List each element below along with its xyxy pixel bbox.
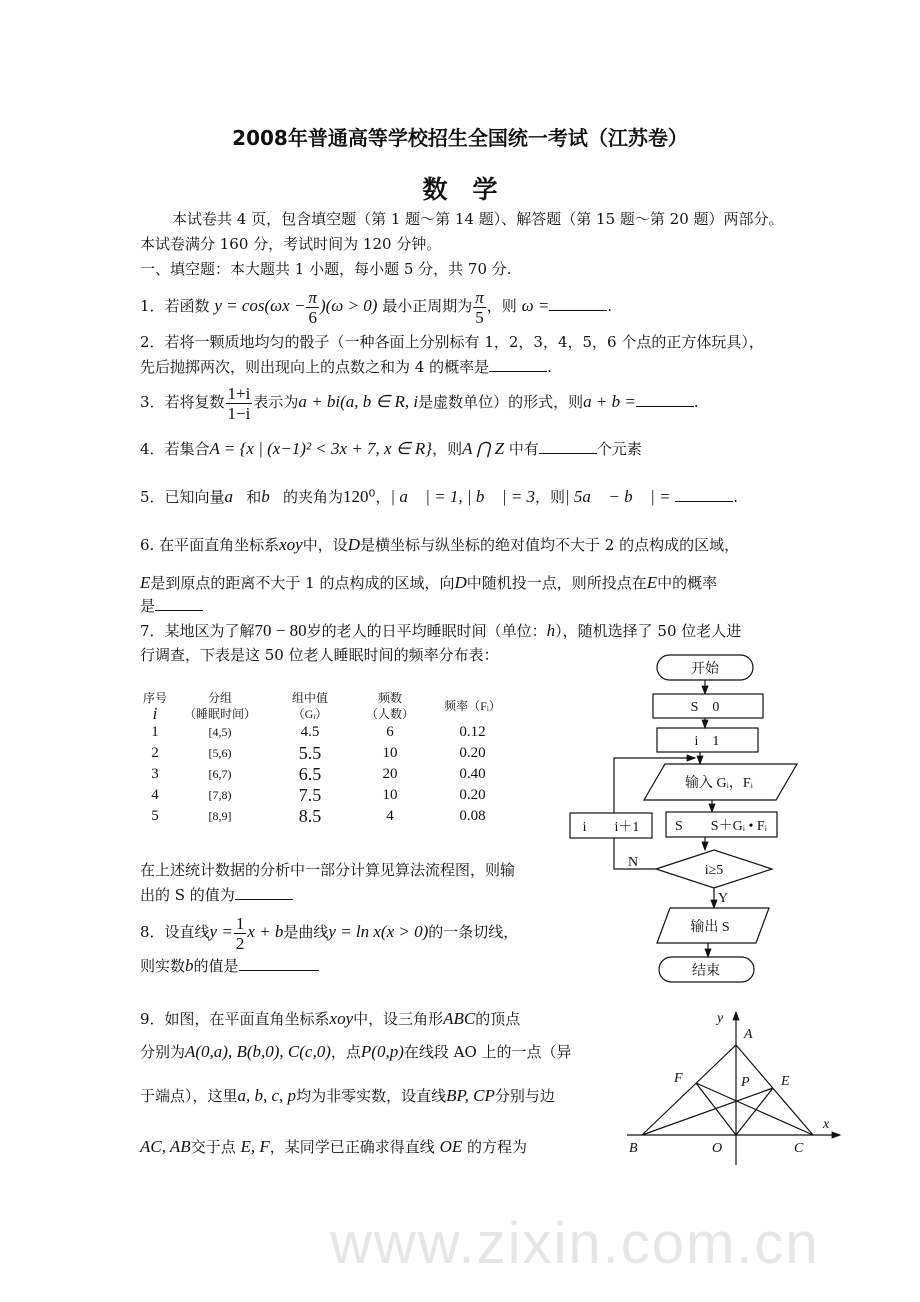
q6-text-4: 是到原点的距离不大于 1 的点构成的区域，向 — [150, 574, 455, 592]
q9-text-9: 分别与边 — [494, 1087, 555, 1105]
header-label: 分组 — [207, 691, 232, 705]
intro-line-1: 本试卷共 4 页，包含填空题（第 1 题～第 14 题）、解答题（第 15 题～第 20 题）两部分。 — [172, 210, 784, 228]
q1-omega: ω = — [521, 296, 550, 315]
q6-text-5: 中随机投一点，则所投点在 — [466, 574, 647, 592]
cell-index: 2 — [151, 745, 159, 761]
cell-count: 10 — [382, 787, 398, 803]
cell-index: 4 — [151, 787, 159, 803]
q7-text-4: 出的 S 的值为 — [140, 886, 235, 904]
numerator: 1 — [235, 913, 245, 933]
var-b: b — [185, 956, 194, 975]
header-label: 序号 — [142, 691, 167, 705]
output-label: 输出 S — [690, 920, 730, 935]
points-e-f: E, F — [240, 1137, 270, 1156]
q8-text-3: 的一条切线， — [428, 923, 519, 941]
q8-text-2: 是曲线 — [283, 923, 329, 941]
q9-text-2: 中，设三角形 — [353, 1010, 444, 1028]
q2-text: 先后抛掷两次，则出现向上的点数之和为 4 的概率是 — [140, 358, 490, 376]
q4-text-3: 中有 — [508, 440, 539, 458]
xoy: xoy — [279, 535, 303, 554]
cell-group: [5,6) — [208, 746, 232, 760]
cell-frequency: 0.12 — [459, 724, 486, 740]
q5-text: 5．已知向量 — [140, 488, 225, 506]
q3-text-2: 表示为 — [253, 393, 299, 411]
q9-text-4: 分别为 — [140, 1043, 186, 1061]
q9-text-6: 在线段 AO 上的一点（异 — [403, 1043, 572, 1061]
unit-h: h — [546, 621, 556, 640]
q5-formula-2: | 5a⃗ − b⃗ | = — [565, 487, 671, 506]
label-a: A — [744, 1027, 753, 1042]
q6-text-2: 中，设 — [302, 536, 348, 554]
subject-title: 数 学 — [422, 175, 498, 204]
region-d: D — [347, 535, 360, 554]
exam-title: 2008年普通高等学校招生全国统一考试（江苏卷） — [232, 126, 688, 150]
lines-bp-cp: BP, CP — [446, 1086, 495, 1105]
line-be — [642, 1088, 773, 1135]
period: . — [693, 393, 699, 411]
vector-a: a⃗ — [224, 487, 247, 506]
cell-group: [6,7) — [208, 767, 232, 781]
period: . — [607, 297, 613, 315]
q9-text: 9．如图，在平面直角坐标系 — [140, 1010, 330, 1028]
q9-text-11: ，某同学已正确求得直线 — [269, 1138, 435, 1156]
q1-formula-2: )(ω > 0) — [319, 296, 378, 315]
q3-text: 3．若将复数 — [140, 393, 225, 411]
denominator: 6 — [308, 307, 317, 327]
numerator: 1+i — [227, 383, 251, 403]
q4-formula-2: A ⋂ Z — [462, 439, 505, 458]
comma: ， — [375, 488, 391, 506]
header-label: 频率（Fᵢ） — [444, 699, 501, 713]
q8-text-4: 则实数 — [140, 957, 186, 975]
denominator: 1−i — [227, 403, 251, 423]
condition-label: i≥5 — [704, 863, 724, 878]
q9-text-8: 均为非零实数，设直线 — [296, 1087, 447, 1105]
cell-count: 10 — [382, 745, 398, 761]
label-f: F — [674, 1071, 683, 1086]
update-i-label: i i＋1 — [582, 820, 640, 835]
region-d: D — [454, 573, 467, 592]
numerator: π — [308, 287, 317, 307]
cell-count: 4 — [386, 808, 394, 824]
no-label: N — [627, 855, 639, 870]
intro-line-2: 本试卷满分 160 分，考试时间为 120 分钟。 — [140, 235, 442, 253]
point-p: P(0,p) — [360, 1042, 404, 1061]
update-s-label: S S＋Gᵢ • Fᵢ — [675, 819, 767, 834]
q3-formula: a + bi(a, b ∈ R, i — [298, 392, 419, 411]
q1-text-3: ，则 — [486, 297, 517, 315]
q7-text: 7．某地区为了解 — [140, 622, 255, 640]
label-c: C — [794, 1141, 804, 1156]
cell-midpoint: 8.5 — [298, 806, 322, 826]
init-i-label: i 1 — [694, 734, 720, 749]
numerator: π — [475, 287, 484, 307]
end-label: 结束 — [692, 964, 720, 979]
age-range: 70 − 80 — [254, 621, 307, 640]
q8-formula-3: y = ln x(x > 0) — [328, 922, 429, 941]
q1-text: 1．若函数 — [140, 297, 210, 315]
q9-text-3: 的顶点 — [475, 1010, 521, 1028]
q6-text-3: 是横坐标与纵坐标的绝对值均不大于 2 的点构成的区域， — [359, 536, 740, 554]
q9-text-7: 于端点），这里 — [140, 1087, 238, 1105]
init-s-label: S 0 — [690, 700, 720, 715]
line-of — [696, 1083, 736, 1135]
input-label: 输入 Gᵢ，Fᵢ — [685, 776, 753, 791]
header-label: （人数） — [365, 707, 414, 721]
cell-midpoint: 6.5 — [298, 764, 322, 784]
region-e: E — [140, 573, 151, 592]
q7-text-2: 岁的老人的日平均睡眠时间（单位： — [306, 622, 547, 640]
q8-formula-2: x + b — [247, 922, 284, 941]
question-7-after-1: 在上述统计数据的分析中一部分计算见算法流程图，则输 — [140, 861, 516, 879]
q9-text-10: 交于点 — [190, 1138, 236, 1156]
q8-formula: y = — [209, 922, 233, 941]
cell-count: 6 — [386, 724, 394, 740]
section-heading: 一、填空题：本大题共 1 小题，每小题 5 分，共 70 分. — [140, 260, 512, 278]
triangle-sides — [642, 1045, 813, 1135]
cell-midpoint: 7.5 — [298, 785, 322, 805]
q7-text-3: ），随机选择了 50 位老人进 — [555, 622, 742, 640]
cell-group: [4,5) — [208, 725, 232, 739]
angle: 120⁰ — [343, 487, 376, 506]
variables: a, b, c, p — [237, 1086, 297, 1105]
cell-midpoint: 5.5 — [298, 743, 322, 763]
q9-text-5: ，点 — [330, 1043, 361, 1061]
q6-text-7: 是 — [140, 597, 156, 615]
start-label: 开始 — [691, 662, 719, 677]
q5-text-2: 和 — [246, 488, 262, 506]
cell-frequency: 0.08 — [459, 808, 486, 824]
region-e: E — [646, 573, 658, 592]
q3-text-3: 是虚数单位）的形式，则 — [418, 393, 584, 411]
cell-group: [8,9] — [208, 809, 232, 823]
q4-text: 4．若集合 — [140, 440, 210, 458]
cell-frequency: 0.20 — [459, 787, 486, 803]
cell-group: [7,8) — [208, 788, 232, 802]
question-7-line-2: 行调查，下表是这 50 位老人睡眠时间的频率分布表： — [140, 646, 499, 664]
line-oe: OE — [439, 1137, 463, 1156]
label-o: O — [712, 1141, 723, 1156]
header-label: i — [152, 704, 158, 723]
denominator: 5 — [475, 307, 484, 327]
cell-midpoint: 4.5 — [300, 724, 320, 740]
q4-text-4: 个元素 — [596, 440, 642, 458]
denominator: 2 — [235, 933, 245, 953]
q6-text-6: 中的概率 — [657, 574, 718, 592]
q5-text-4: ，则 — [534, 488, 565, 506]
cell-index: 5 — [151, 808, 159, 824]
vector-b: b⃗ — [261, 487, 284, 506]
period: . — [547, 358, 552, 376]
q5-formula: | a⃗ | = 1, | b⃗ | = 3 — [390, 487, 535, 506]
header-label: 频数 — [377, 691, 402, 705]
label-p: P — [741, 1075, 750, 1090]
header-label: （Gᵢ） — [292, 707, 328, 721]
label-b: B — [629, 1141, 638, 1156]
period: . — [733, 488, 739, 506]
label-y: y — [717, 1011, 724, 1026]
cell-frequency: 0.20 — [459, 745, 486, 761]
label-x: x — [823, 1117, 830, 1132]
q8-text: 8．设直线 — [140, 923, 210, 941]
q6-text: 6. 在平面直角坐标系 — [140, 536, 280, 554]
xoy: xoy — [329, 1009, 354, 1028]
cell-count: 20 — [382, 766, 398, 782]
cell-index: 1 — [151, 724, 159, 740]
cell-index: 3 — [151, 766, 159, 782]
q1-formula: y = cos(ωx − — [214, 296, 306, 315]
q1-text-2: 最小正周期为 — [382, 297, 473, 315]
q5-text-3: 的夹角为 — [283, 488, 344, 506]
yes-label: Y — [717, 891, 729, 906]
q3-formula-2: a + b = — [583, 392, 636, 411]
question-2-line-1: 2．若将一颗质地均匀的骰子（一种各面上分别标有 1，2，3，4，5，6 个点的正方体玩具）， — [140, 333, 764, 351]
q4-text-2: ，则 — [432, 440, 463, 458]
label-e: E — [781, 1074, 790, 1089]
header-label: 组中值 — [291, 691, 328, 705]
header-label: （睡眠时间） — [183, 707, 256, 721]
vertices: A(0,a), B(b,0), C(c,0) — [185, 1042, 331, 1061]
q9-text-12: 的方程为 — [467, 1138, 528, 1156]
q4-formula: A = {x | (x−1)² < 3x + 7, x ∈ R} — [209, 439, 433, 458]
sides-ac-ab: AC, AB — [140, 1137, 191, 1156]
watermark: www.zixin.com.cn — [330, 1211, 820, 1276]
cell-frequency: 0.40 — [459, 766, 486, 782]
triangle-abc: ABC — [443, 1009, 476, 1028]
q8-text-5: 的值是 — [193, 957, 239, 975]
